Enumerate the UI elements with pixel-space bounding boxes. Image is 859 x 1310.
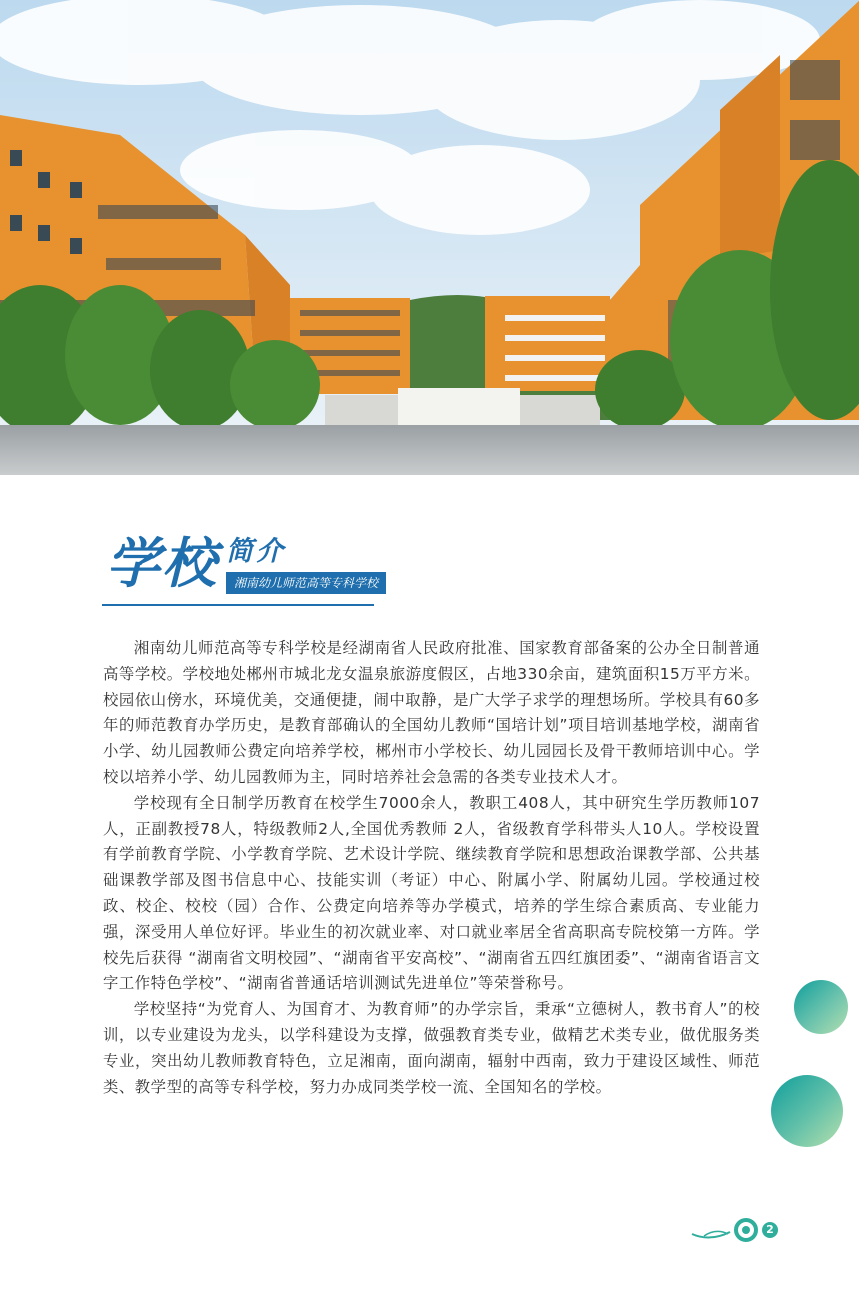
heading-underline	[102, 604, 374, 606]
heading-sub-text: 简介	[226, 536, 286, 567]
paragraph-1: 湘南幼儿师范高等专科学校是经湖南省人民政府批准、国家教育部备案的公办全日制普通高等学校。学校地处郴州市城北龙女温泉旅游度假区，占地330余亩，建筑面积15万平方米。校园依山傍水，环境优美，交通便捷，闹中取静，是广大学子求学的理想场所。学校具有60多年的师范教育办学历史，是教育部确认的全国幼儿教师“国培计划”项目培训基地学校，湖南省小学、幼儿园教师公费定向培养学校，郴州市小学校长、幼儿园园长及骨干教师培训中心。学校以培养小学、幼儿园教师为主，同时培养社会急需的各类专业技术人才。	[103, 639, 760, 786]
intro-text-body	[103, 636, 760, 1100]
plaza	[0, 425, 859, 475]
center-right-building	[485, 296, 610, 391]
paragraph-2: 学校现有全日制学历教育在校学生7000余人，教职工408人，其中研究生学历教师107人，正副教授78人，特级教师2人,全国优秀教师 2人，省级教育学科带头人10人。学校设置有学前教育学院、小学教育学院、艺术设计学院、继续教育学院和思想政治课教学部、公共基础课教学部及图书信息中心、技能实训（考证）中心、附属小学、附属幼儿园。学校通过校政、校企、校校（园）合作、公费定向培养等办学模式，培养的学生综合素质高、专业能力强，深受用人单位好评。毕业生的初次就业率、对口就业率居全省高职高专院校第一方阵。学校先后获得 “湖南省文明校园”、“湖南省平安高校”、“湖南省五四红旗团委”、“湖南省语言文字工作特色学校”、“湖南省普通话培训测试先进单位”等荣誉称号。	[103, 793, 760, 993]
page-number: 2	[762, 1222, 778, 1238]
campus-photo-illustration	[0, 0, 859, 475]
heading-main-text: 学校	[106, 531, 218, 595]
hero-photo	[0, 0, 859, 475]
decorative-circle-large	[771, 1075, 843, 1147]
school-name-tag: 湘南幼儿师范高等专科学校	[226, 572, 386, 594]
section-heading	[102, 525, 382, 610]
cloud-swirl-icon	[690, 1216, 762, 1246]
paragraph-3: 学校坚持“为党育人、为国育才、为教育师”的办学宗旨，秉承“立德树人，教书育人”的校训，以专业建设为龙头，以学科建设为支撑，做强教育类专业，做精艺术类专业，做优服务类专业，突出幼儿教师教育特色，立足湘南，面向湖南，辐射中西南，致力于建设区域性、师范类、教学型的高等专科学校，努力办成同类学校一流、全国知名的学校。	[103, 1000, 760, 1096]
decorative-circle-small	[794, 980, 848, 1034]
